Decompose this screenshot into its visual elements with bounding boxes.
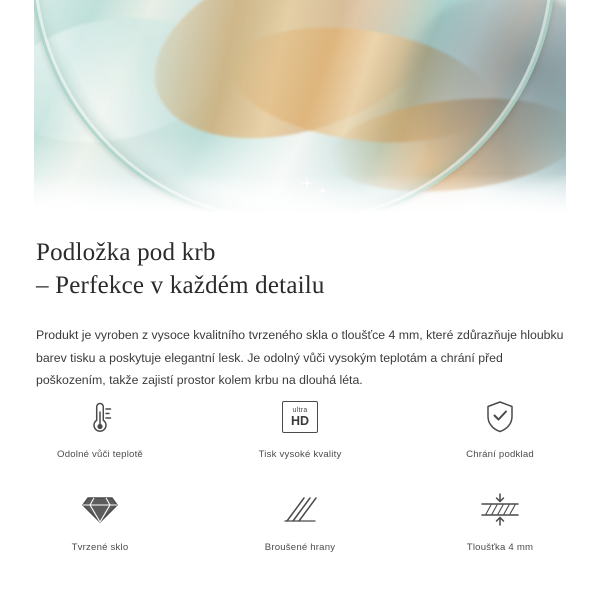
feature-item-print-quality (200, 395, 400, 460)
text-content (0, 220, 600, 392)
hero-image (0, 0, 600, 220)
shield-check-icon (483, 395, 517, 439)
diamond-icon (81, 488, 119, 532)
feature-grid (0, 395, 600, 553)
feature-label: Odolné vůči teplotě (57, 449, 143, 460)
headline-line-2: – Perfekce v každém detailu (36, 272, 325, 299)
page-title (36, 236, 600, 302)
hero-bottom-fade (0, 174, 600, 220)
feature-label: Broušené hrany (264, 542, 336, 553)
feature-label: Tisk vysoké kvality (258, 449, 342, 460)
ultra-hd-top-label: ultra (292, 406, 308, 414)
feature-label: Tvrzené sklo (71, 542, 129, 553)
headline-line-1: Podložka pod krb (36, 239, 216, 266)
ultra-hd-icon (282, 395, 318, 439)
feature-item-thickness (400, 488, 600, 553)
feature-item-temperature (0, 395, 200, 460)
feature-item-surface-protection (400, 395, 600, 460)
polished-edges-icon (282, 488, 318, 532)
feature-label: Tloušťka 4 mm (466, 542, 534, 553)
feature-item-polished-edges (200, 488, 400, 553)
description-paragraph: Produkt je vyroben z vysoce kvalitního tvrzeného skla o tloušťce 4 mm, které zdůrazňuje hloubku barev tisku a poskytuje elegantní lesk. Je odolný vůči vysokým teplotám a chrání před poškozením, takže zajistí prostor kolem krbu na dlouhá léta. (36, 328, 564, 388)
thickness-icon (479, 488, 521, 532)
thermometer-icon (85, 395, 115, 439)
feature-item-tempered-glass (0, 488, 200, 553)
ultra-hd-bottom-label: HD (290, 413, 310, 428)
feature-label: Chrání podklad (466, 449, 534, 460)
